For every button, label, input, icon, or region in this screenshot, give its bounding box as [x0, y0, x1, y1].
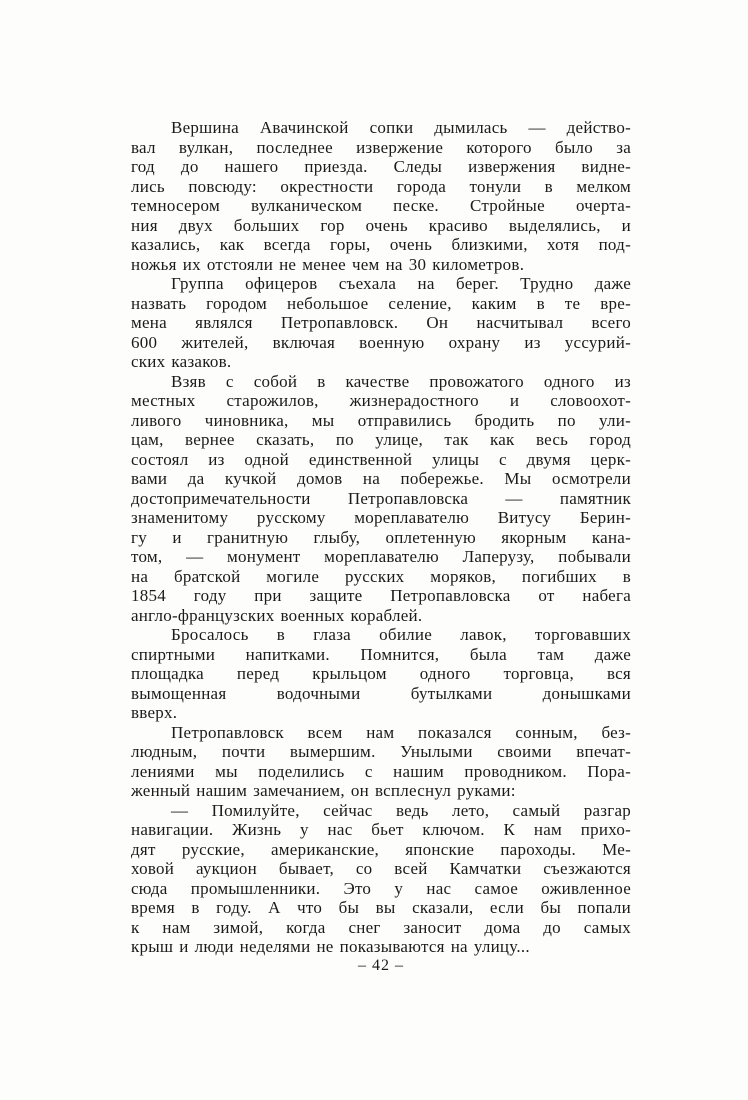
- text-line: лениями мы поделились с нашим проводником. Пора-: [131, 761, 631, 781]
- text-line: темносером вулканическом песке. Стройные очерта-: [131, 196, 631, 215]
- text-line: ния двух больших гор очень красиво выделялись, и: [131, 215, 631, 235]
- text-line: казались, как всегда горы, очень близкими, хотя под-: [131, 235, 631, 254]
- text-line: назвать городом небольшое селение, каким в те вре-: [131, 293, 631, 313]
- text-line: женный нашим замечанием, он всплеснул руками:: [131, 781, 516, 800]
- text-line: ливого чиновника, мы отправились бродить по ули-: [131, 410, 631, 430]
- text-line: том, — монумент мореплавателю Лаперузу, побывали: [131, 547, 631, 566]
- paragraph: [131, 801, 631, 957]
- text-line: состоял из одной единственной улицы с двумя церк-: [131, 449, 631, 469]
- text-line: дят русские, американские, японские пароходы. Ме-: [131, 839, 631, 859]
- text-line: — Помилуйте, сейчас ведь лето, самый разгар: [171, 800, 631, 820]
- text-line: спиртными напитками. Помнится, была там даже: [131, 644, 631, 664]
- text-line: сюда промышленники. Это у нас самое оживленное: [131, 878, 631, 898]
- paragraph: [131, 274, 631, 372]
- text-line: знаменитому русскому мореплавателю Витусу Берин-: [131, 508, 631, 527]
- text-line: мена являлся Петропавловск. Он насчитывал всего: [131, 313, 631, 332]
- text-line: ножья их отстояли не менее чем на 30 километров.: [131, 254, 525, 274]
- text-line: Бросалось в глаза обилие лавок, торговавших: [171, 625, 631, 644]
- text-line: к нам зимой, когда снег заносит дома до самых: [131, 917, 631, 937]
- text-line: вал вулкан, последнее извержение которого было за: [131, 137, 631, 157]
- text-line: площадка перед крыльцом одного торговца, вся: [131, 664, 631, 683]
- text-line: Петропавловск всем нам показался сонным, без-: [171, 722, 631, 742]
- text-line: время в году. А что бы вы сказали, если бы попали: [131, 898, 631, 917]
- paragraph: [131, 118, 631, 274]
- text-block: [131, 118, 631, 957]
- text-line: 1854 году при защите Петропавловска от набега: [131, 586, 631, 605]
- text-line: вверх.: [131, 703, 178, 722]
- text-line: крыш и люди неделями не показываются на улицу...: [131, 937, 530, 956]
- paragraph: [131, 625, 631, 723]
- text-line: англо-французских военных кораблей.: [131, 605, 423, 625]
- text-line: цам, вернее сказать, по улице, так как весь город: [131, 430, 631, 449]
- text-line: Вершина Авачинской сопки дымилась — действо-: [171, 118, 631, 137]
- text-line: лись повсюду: окрестности города тонули в мелком: [131, 176, 631, 196]
- text-line: достопримечательности Петропавловска — памятник: [131, 488, 631, 508]
- text-line: Взяв с собой в качестве провожатого одного из: [171, 371, 631, 391]
- page-number: – 42 –: [358, 957, 404, 974]
- text-line: ских казаков.: [131, 352, 232, 371]
- text-line: Группа офицеров съехала на берег. Трудно даже: [171, 274, 631, 293]
- text-line: гу и гранитную глыбу, оплетенную якорным кана-: [131, 527, 631, 547]
- text-line: год до нашего приезда. Следы извержения видне-: [131, 157, 631, 176]
- text-line: вами да кучкой домов на побережье. Мы осмотрели: [131, 469, 631, 488]
- text-line: навигации. Жизнь у нас бьет ключом. К нам прихо-: [131, 820, 631, 839]
- paragraph: [131, 723, 631, 801]
- text-line: местных старожилов, жизнерадостного и словоохот-: [131, 391, 631, 410]
- text-line: 600 жителей, включая военную охрану из уссурий-: [131, 332, 631, 352]
- text-line: ховой аукцион бывает, со всей Камчатки съезжаются: [131, 859, 631, 878]
- text-line: вымощенная водочными бутылками донышками: [131, 683, 631, 703]
- text-line: людным, почти вымершим. Унылыми своими впечат-: [131, 742, 631, 761]
- paragraph: [131, 372, 631, 626]
- text-line: на братской могиле русских моряков, погибших в: [131, 566, 631, 586]
